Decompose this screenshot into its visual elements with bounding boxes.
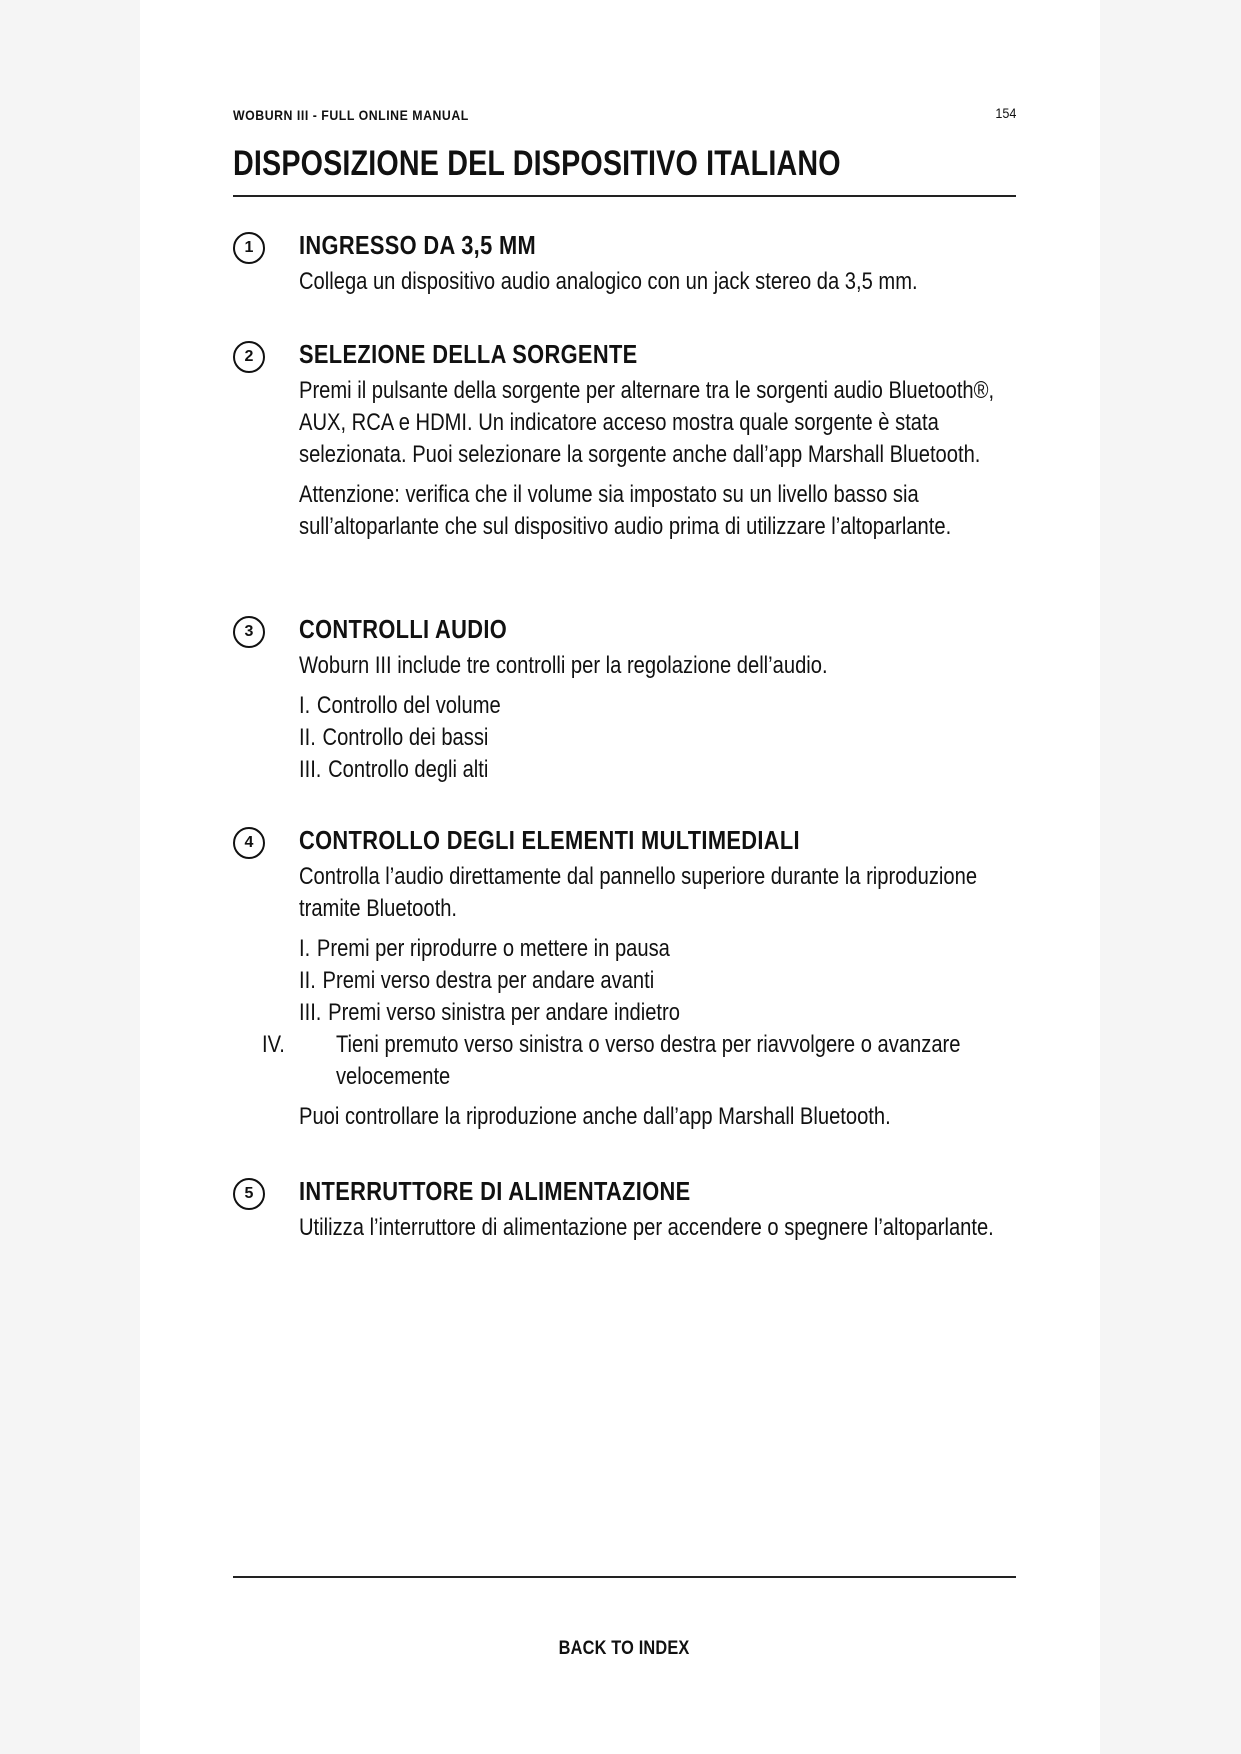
list-item [299,754,1038,786]
list-item [299,690,1038,722]
section-text [299,266,1038,298]
controls-list [299,690,1038,786]
list-item [299,997,1038,1029]
list-item-text: Tieni premuto verso sinistra o verso destra per riavvolgere o avanzare velocemente [335,1031,961,1090]
section-body [299,230,1039,306]
list-item [299,722,1038,754]
back-to-index-link[interactable] [0,1638,1241,1660]
section-text [299,1212,1038,1244]
list-item [299,965,1038,997]
manual-title: WOBURN III - FULL ONLINE MANUAL [233,107,469,123]
list-numeral: II. [299,724,316,751]
list-numeral: III. [299,999,322,1026]
section-body [299,339,1039,551]
list-numeral: I. [299,935,311,962]
list-numeral: IV. [262,1031,285,1058]
paragraph: Premi il pulsante della sorgente per alternare tra le sorgenti audio Bluetooth®, AUX, RCA e HDMI. Un indicatore acceso mostra quale sorgente è stata selezionata. Puoi selezionare la sorgente anche dall’app Marshall Bluetooth. [299,377,995,468]
media-controls-list [262,933,1038,1093]
paragraph: Woburn III include tre controlli per la regolazione dell’audio. [299,652,828,679]
paragraph: Collega un dispositivo audio analogico con un jack stereo da 3,5 mm. [299,268,918,295]
section-text [299,650,1038,786]
list-item [299,933,1038,965]
list-numeral: I. [299,692,311,719]
section-heading: CONTROLLO DEGLI ELEMENTI MULTIMEDIALI [299,825,800,855]
section-body [299,614,1039,794]
section-number-badge: 5 [233,1178,265,1210]
paragraph: Puoi controllare la riproduzione anche dall’app Marshall Bluetooth. [299,1103,891,1130]
warning-paragraph: Attenzione: verifica che il volume sia impostato su un livello basso sia sull’altoparlante che sul dispositivo audio prima di utilizzare l’altoparlante. [299,481,952,540]
list-numeral: II. [299,967,316,994]
paragraph: Controlla l’audio direttamente dal pannello superiore durante la riproduzione tramite Bluetooth. [299,863,978,922]
section-body [262,825,1039,1141]
paragraph: Utilizza l’interruttore di alimentazione per accendere o spegnere l’altoparlante. [299,1214,994,1241]
back-to-index-label: BACK TO INDEX [559,1638,690,1659]
running-header [233,107,1016,127]
list-item-text: Controllo degli alti [328,756,489,783]
list-item [262,1029,1038,1093]
page-title: DISPOSIZIONE DEL DISPOSITIVO ITALIANO [233,144,841,183]
section-heading: CONTROLLI AUDIO [299,614,508,644]
section-number-badge: 3 [233,616,265,648]
section-heading: INTERRUTTORE DI ALIMENTAZIONE [299,1176,691,1206]
section-text [299,375,1038,543]
list-numeral: III. [299,756,322,783]
section-body [299,1176,1039,1252]
list-item-text: Premi per riprodurre o mettere in pausa [316,935,670,962]
section-number-badge: 2 [233,341,265,373]
section-number-badge: 4 [233,827,265,859]
section-text [262,861,1038,1133]
list-item-text: Controllo del volume [316,692,501,719]
section-number-badge: 1 [233,232,265,264]
list-item-text: Premi verso destra per andare avanti [322,967,655,994]
section-heading: SELEZIONE DELLA SORGENTE [299,339,638,369]
page-number: 154 [994,105,1016,121]
footer-divider [233,1576,1016,1578]
list-item-text: Controllo dei bassi [322,724,489,751]
title-divider [233,195,1016,197]
list-item-text: Premi verso sinistra per andare indietro [328,999,680,1026]
section-heading: INGRESSO DA 3,5 MM [299,230,537,260]
